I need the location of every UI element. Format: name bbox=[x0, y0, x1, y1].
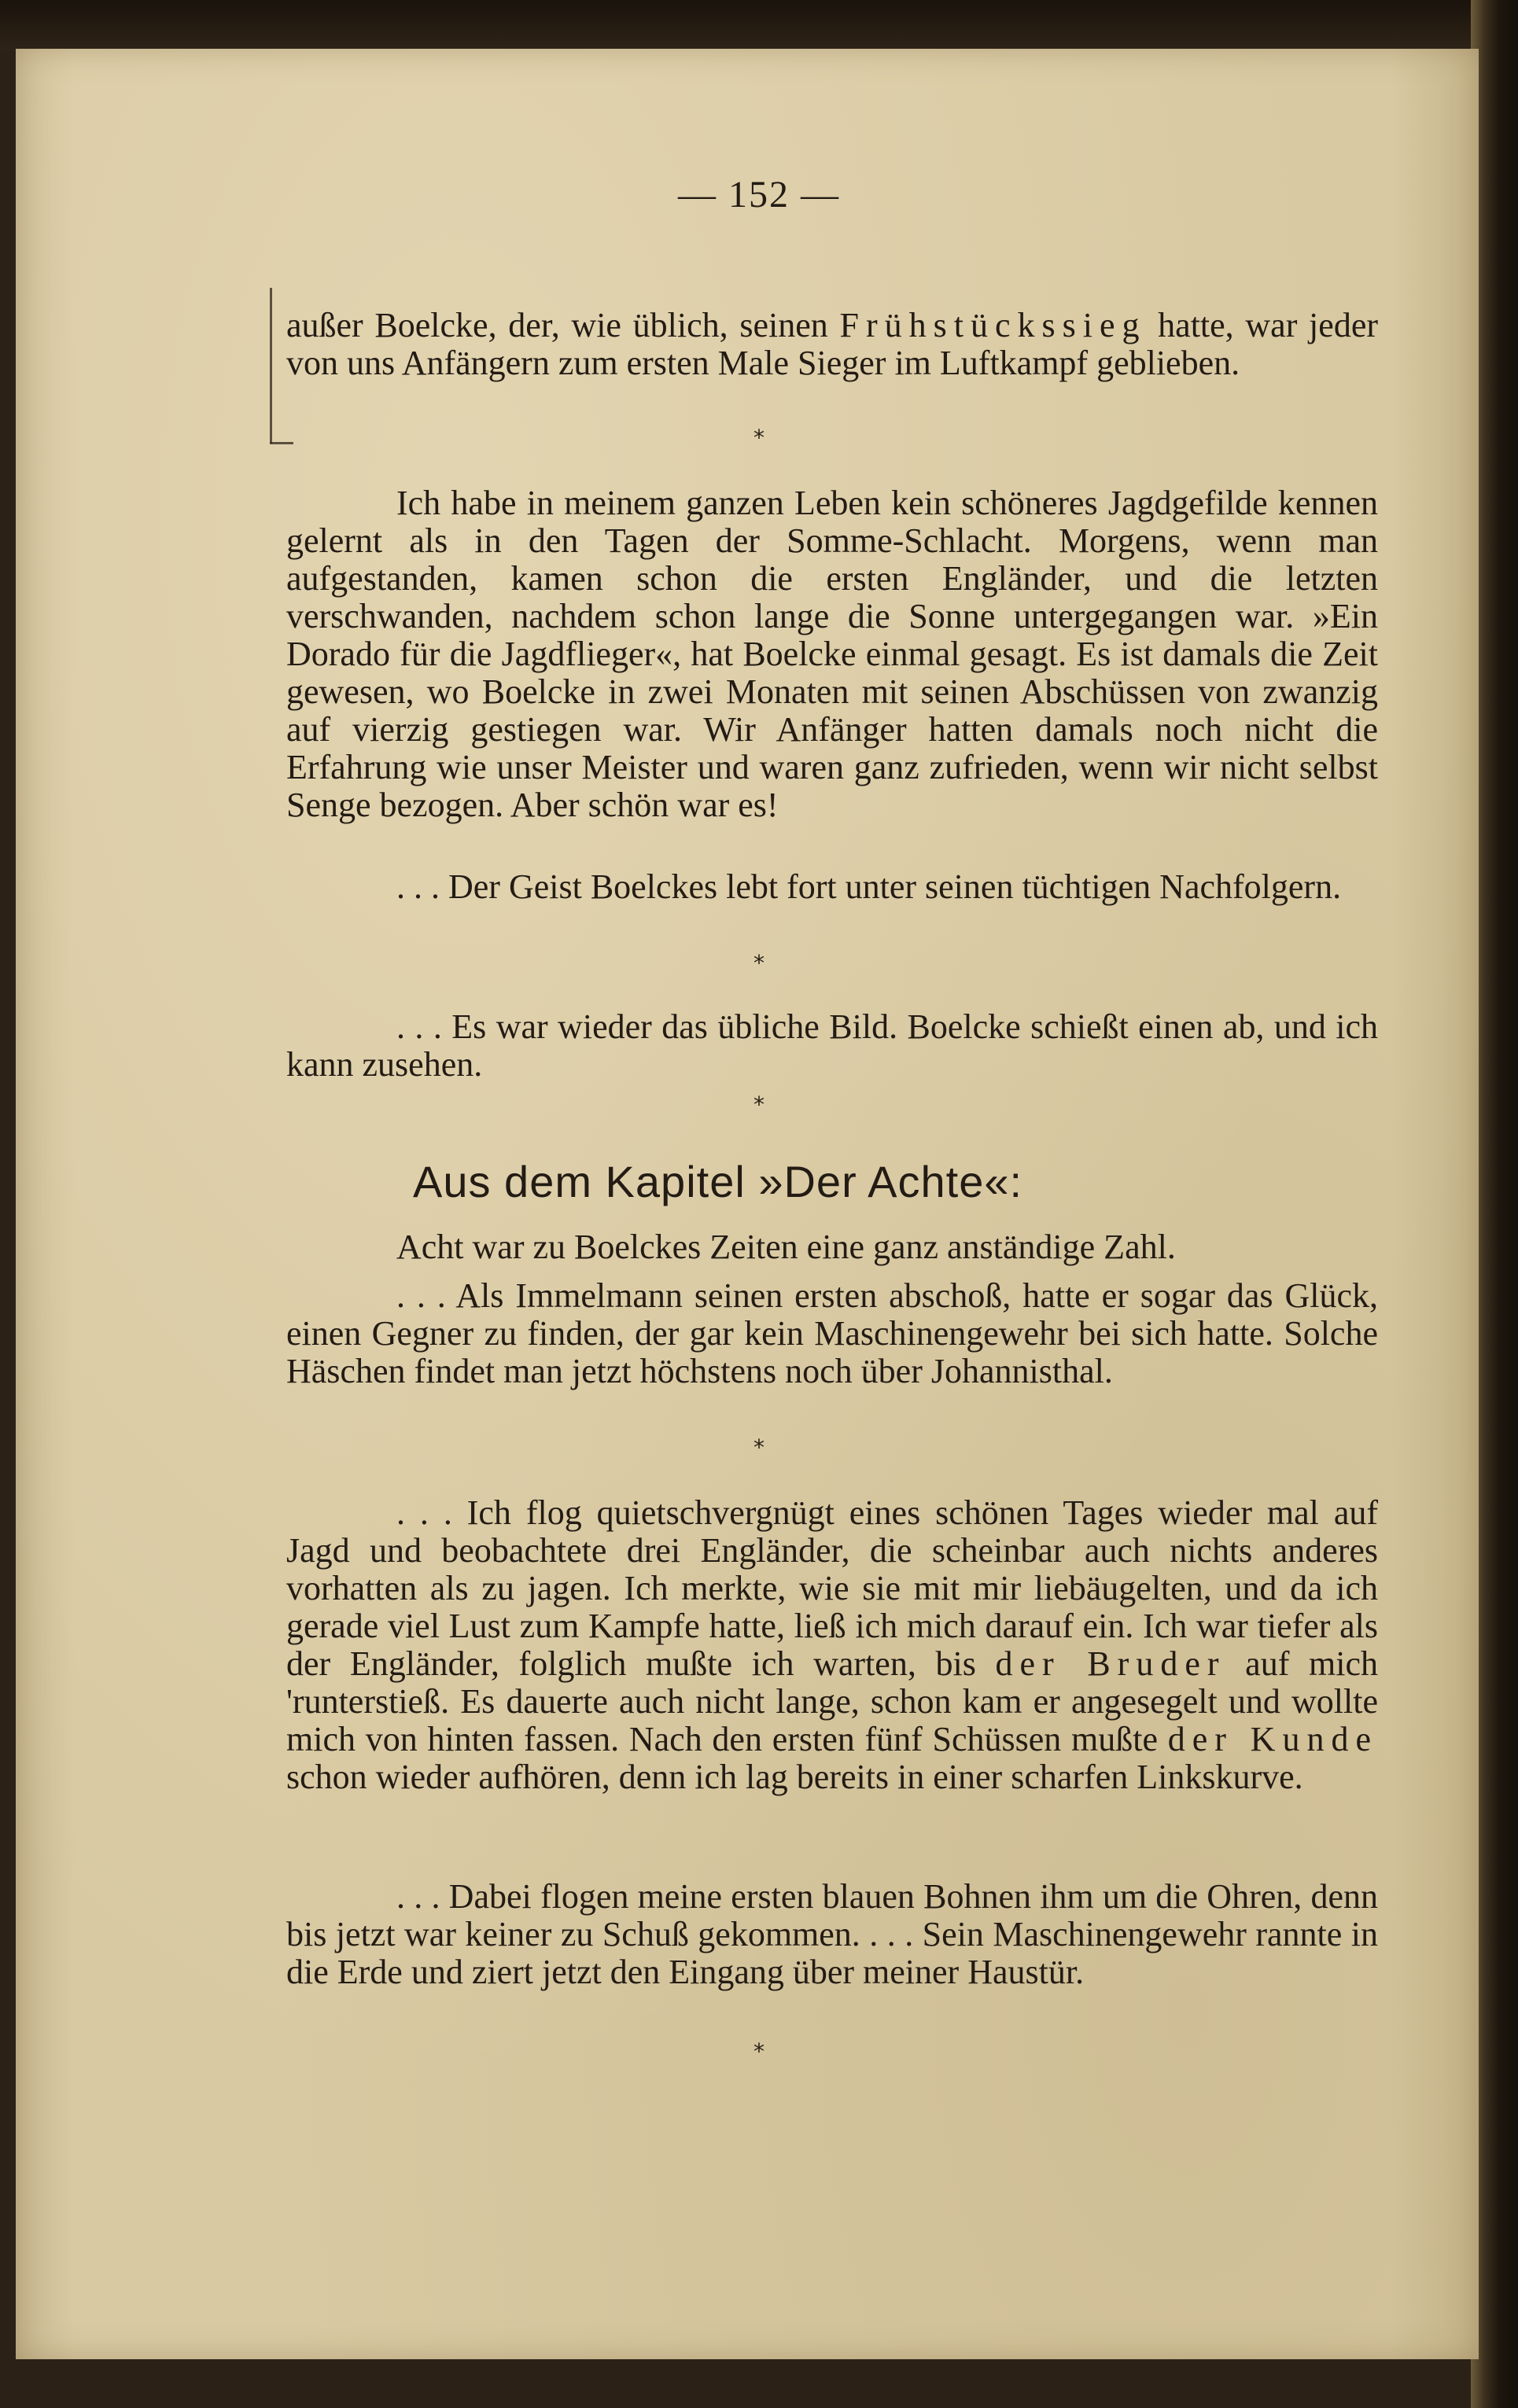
chapter-heading: Aus dem Kapitel »Der Achte«: bbox=[413, 1157, 1023, 1206]
section-separator: * bbox=[753, 1434, 765, 1460]
paragraph-boelcke-fruehstueck: außer Boelcke, der, wie üblich, seinen Frühstückssieg hatte, war jeder von uns Anfängern zum ersten Male Sieger im Luftkampf geblieben. bbox=[286, 306, 1378, 382]
section-separator: * bbox=[753, 950, 765, 976]
section-separator: * bbox=[753, 425, 765, 451]
section-separator: * bbox=[753, 2038, 765, 2064]
paragraph-blaue-bohnen: . . . Dabei flogen meine ersten blauen Bohnen ihm um die Ohren, denn bis jetzt war keiner zu Schuß gekommen. . . . Sein Maschinengewehr rannte in die Erde und ziert jetzt den Eingang über meiner Haustür. bbox=[286, 1877, 1378, 1991]
page-number: — 152 — bbox=[678, 174, 840, 215]
margin-pencil-mark bbox=[270, 288, 272, 444]
emphasis-der-bruder: der Bruder bbox=[995, 1644, 1226, 1683]
emphasis-der-kunde: der Kunde bbox=[1167, 1720, 1378, 1758]
paragraph-acht-zahl: Acht war zu Boelckes Zeiten eine ganz anständige Zahl. bbox=[396, 1228, 1176, 1266]
section-separator: * bbox=[753, 1092, 765, 1117]
paragraph-somme-schlacht: Ich habe in meinem ganzen Leben kein schöneres Jagdgefilde kennen gelernt als in den Tagen der Somme-Schlacht. Morgens, wenn man aufgestanden, kamen schon die ersten Engländer, und die letzten verschwanden, nachdem schon lange die Sonne untergegangen war. »Ein Dorado für die Jagdflieger«, hat Boelcke einmal gesagt. Es ist damals die Zeit gewesen, wo Boelcke in zwei Monaten mit seinen Abschüssen von zwanzig auf vierzig gestiegen war. Wir Anfänger hatten damals noch nicht die Erfahrung wie unser Meister und waren ganz zufrieden, wenn wir nicht selbst Senge bezogen. Aber schön war es! bbox=[286, 484, 1378, 824]
paragraph-uebliches-bild: . . . Es war wieder das übliche Bild. Boelcke schießt einen ab, und ich kann zusehen. bbox=[286, 1007, 1378, 1084]
paragraph-immelmann: . . . Als Immelmann seinen ersten abschoß, hatte er sogar das Glück, einen Gegner zu finden, der gar kein Maschinengewehr bei sich hatte. Solche Häschen findet man jetzt höchstens noch über Johannisthal. bbox=[286, 1276, 1378, 1390]
paragraph-jagd-englaender: . . . Ich flog quietschvergnügt eines schönen Tages wieder mal auf Jagd und beobachtete drei Engländer, die scheinbar auch nichts anderes vorhatten als zu jagen. Ich merkte, wie sie mit mir liebäugelten, und da ich gerade viel Lust zum Kampfe hatte, ließ ich mich darauf ein. Ich war tiefer als der Engländer, folglich mußte ich warten, bis der Bruder auf mich 'runterstieß. Es dauerte auch nicht lange, schon kam er angesegelt und wollte mich von hinten fassen. Nach den ersten fünf Schüssen mußte der Kunde schon wieder aufhören, denn ich lag bereits in einer scharfen Linkskurve. bbox=[286, 1493, 1378, 1796]
emphasis-fruehstueckssieg: Frühstückssieg bbox=[839, 306, 1147, 344]
paragraph-geist-boelckes: . . . Der Geist Boelckes lebt fort unter seinen tüchtigen Nachfolgern. bbox=[396, 867, 1342, 906]
